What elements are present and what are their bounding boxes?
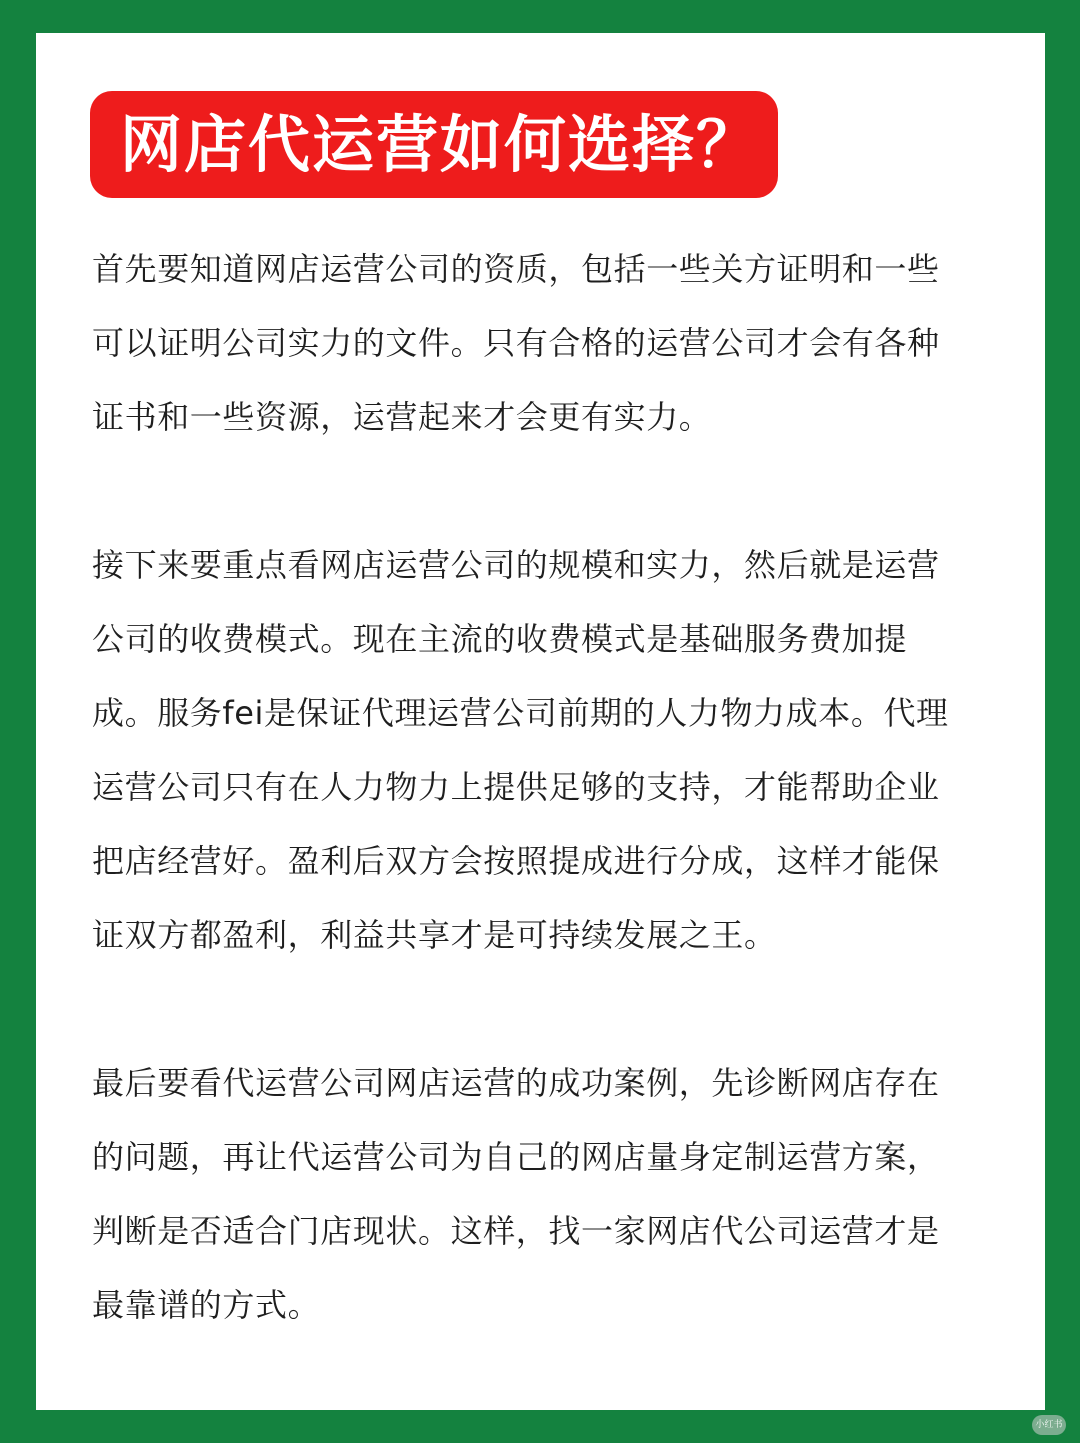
title-banner <box>90 91 778 198</box>
paragraph-1: 首先要知道网店运营公司的资质，包括一些关方证明和一些可以证明公司实力的文件。只有合格的运营公司才会有各种证书和一些资源，运营起来才会更有实力。 <box>92 250 940 436</box>
page-title: 网店代运营如何选择？ <box>120 107 761 181</box>
paragraph-2: 接下来要重点看网店运营公司的规模和实力，然后就是运营公司的收费模式。现在主流的收费模式是基础服务费加提成。服务fei是保证代理运营公司前期的人力物力成本。代理运营公司只有在人力物力上提供足够的支持，才能帮助企业把店经营好。盈利后双方会按照提成进行分成，这样才能保证双方都盈利，利益共享才是可持续发展之王。 <box>92 546 949 954</box>
content-card <box>36 33 1045 1410</box>
paragraph-3: 最后要看代运营公司网店运营的成功案例，先诊断网店存在的问题，再让代运营公司为自己的网店量身定制运营方案，判断是否适合门店现状。这样，找一家网店代公司运营才是最靠谱的方式。 <box>92 1064 940 1324</box>
article-body <box>92 232 972 1342</box>
watermark-logo: 小红书 <box>1032 1415 1066 1435</box>
